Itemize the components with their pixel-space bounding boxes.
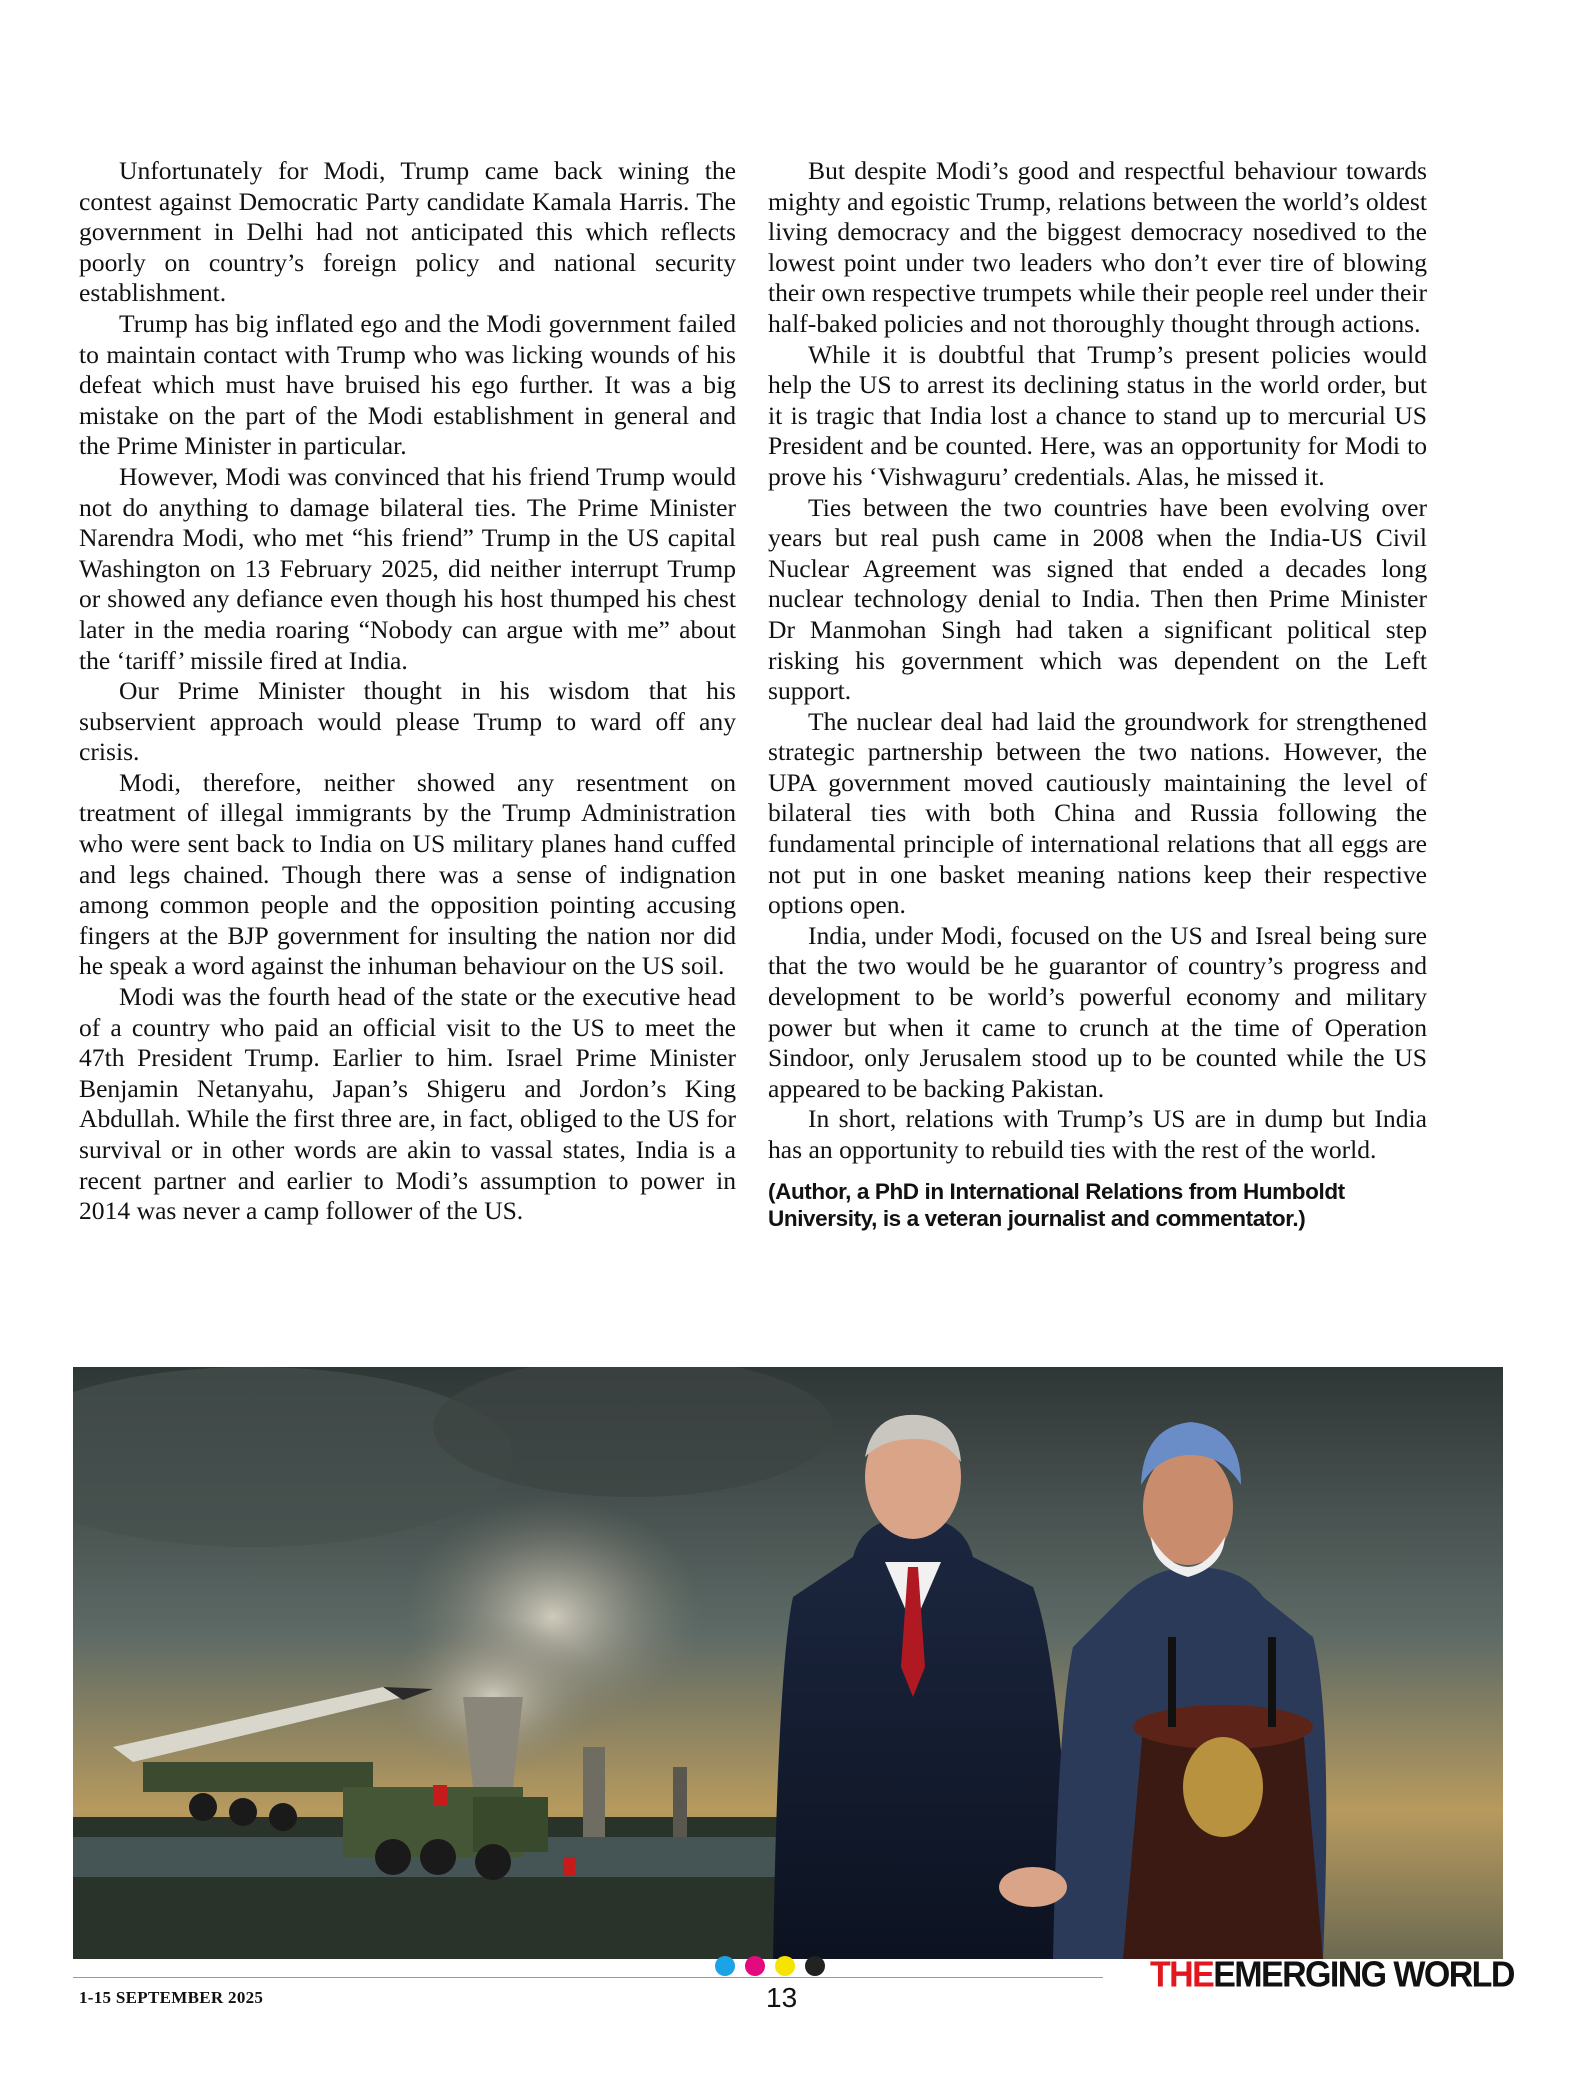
author-credit: (Author, a PhD in International Relations from Humboldt University, is a veteran journalist and commentator.) [768, 1178, 1345, 1231]
article-photo [73, 1367, 1503, 1959]
logo-the: THE [1150, 1955, 1214, 1995]
register-dot-cyan [715, 1956, 735, 1976]
paragraph: Trump has big inflated ego and the Modi government failed to maintain contact with Trump who was licking wounds of his defeat which must have bruised his ego further. It was a big mistake on the part of the Modi establishment in general and the Prime Minister in particular. [79, 308, 736, 461]
photo-illustration [73, 1367, 1503, 1959]
article-column-left [79, 156, 736, 1227]
page-number: 13 [766, 1982, 798, 2013]
article-column-right [768, 156, 1427, 1232]
register-dot-magenta [745, 1956, 765, 1976]
emblem-icon [1183, 1737, 1263, 1837]
paragraph: The nuclear deal had laid the groundwork for strengthened strategic partnership between the two nations. However, the UPA government moved cautiously maintaining the level of bilateral ties with both China and Russia following the fundamental principle of international relations that all eggs are not put in one basket meaning nations keep their respective options open. [768, 706, 1427, 920]
register-marks [715, 1956, 825, 1976]
paragraph: Our Prime Minister thought in his wisdom that his subservient approach would please Trump to ward off any crisis. [79, 676, 736, 767]
publication-logo [1150, 1955, 1514, 1996]
paragraph: Modi, therefore, neither showed any resentment on treatment of illegal immigrants by the Trump Administration who were sent back to India on US military planes hand cuffed and legs chained. Though there was a sense of indignation among common people and the opposition pointing accusing fingers at the BJP government for insulting the nation nor did he speak a word against the inhuman behaviour on the US soil. [79, 767, 736, 981]
paragraph: In short, relations with Trump’s US are in dump but India has an opportunity to rebuild ties with the rest of the world. [768, 1104, 1427, 1164]
handshake [999, 1867, 1067, 1907]
logo-name: EMERGING WORLD [1213, 1955, 1514, 1995]
paragraph: Unfortunately for Modi, Trump came back wining the contest against Democratic Party candidate Kamala Harris. The government in Delhi had not anticipated this which reflects poorly on country’s foreign policy and national security establishment. [79, 156, 736, 308]
paragraph: India, under Modi, focused on the US and Isreal being sure that the two would be he guarantor of country’s progress and development to be world’s powerful economy and military power but when it came to crunch at the time of Operation Sindoor, only Jerusalem stood up to be counted while the US appeared to be backing Pakistan. [768, 920, 1427, 1103]
issue-date: 1-15 SEPTEMBER 2025 [79, 1988, 264, 2007]
paragraph: Modi was the fourth head of the state or the executive head of a country who paid an official visit to the US to meet the 47th President Trump. Earlier to him. Israel Prime Minister Benjamin Netanyahu, Japan’s Shigeru and Jordon’s King Abdullah. While the first three are, in fact, obliged to the US for survival or in other words are akin to vassal states, India is a recent partner and earlier to Modi’s assumption to power in 2014 was never a camp follower of the US. [79, 982, 736, 1226]
footer-rule [73, 1977, 1103, 1978]
paragraph: Ties between the two countries have been evolving over years but real push came in 2008 when the India-US Civil Nuclear Agreement was signed that ended a decades long nuclear technology denial to India. Then then Prime Minister Dr Manmohan Singh had taken a significant political step risking his government which was dependent on the Left support. [768, 492, 1427, 706]
paragraph: However, Modi was convinced that his friend Trump would not do anything to damage bilateral ties. The Prime Minister Narendra Modi, who met “his friend” Trump in the US capital Washington on 13 February 2025, did neither interrupt Trump or showed any defiance even though his host thumped his chest later in the media roaring “Nobody can argue with me” about the ‘tariff’ missile fired at India. [79, 461, 736, 675]
paragraph: But despite Modi’s good and respectful behaviour towards mighty and egoistic Trump, relations between the world’s oldest living democracy and the biggest democracy nosedived to the lowest point under two leaders who don’t ever tire of blowing their own respective trumpets while their people reel under their half-baked policies and not thoroughly thought through actions. [768, 156, 1427, 338]
register-dot-black [805, 1956, 825, 1976]
register-dot-yellow [775, 1956, 795, 1976]
paragraph: While it is doubtful that Trump’s present policies would help the US to arrest its declining status in the world order, but it is tragic that India lost a chance to stand up to mercurial US President and be counted. Here, was an opportunity for Modi to prove his ‘Vishwaguru’ credentials. Alas, he missed it. [768, 339, 1427, 491]
